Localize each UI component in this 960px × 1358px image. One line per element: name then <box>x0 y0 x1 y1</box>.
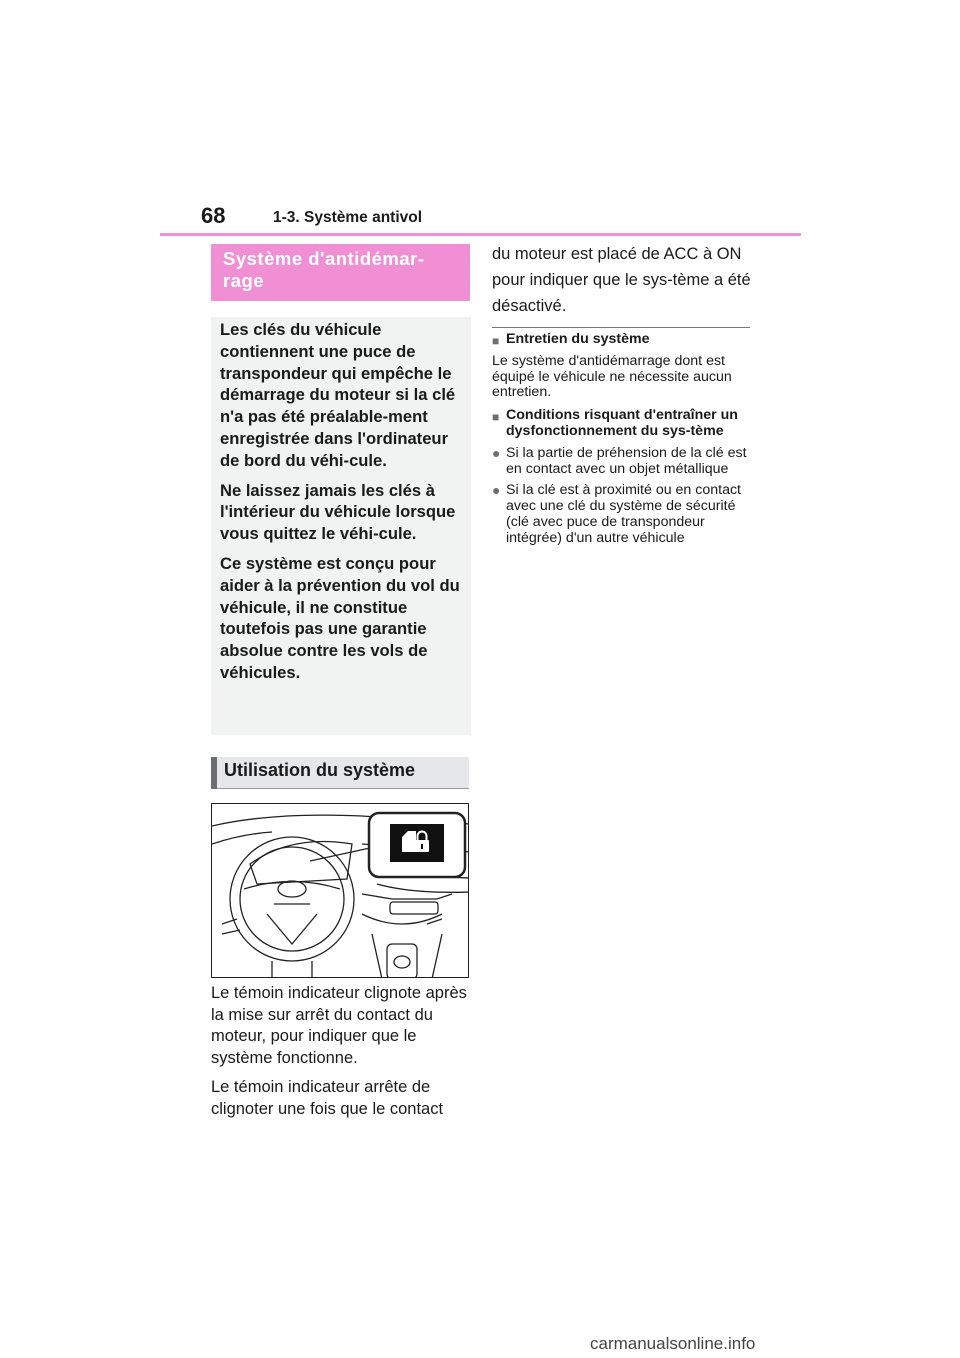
section-title: Système d'antidémar- rage <box>223 248 425 291</box>
body-text-right: du moteur est placé de ACC à ON pour indiquer que le sys-tème a été désactivé. <box>492 245 751 315</box>
body-paragraph: Le témoin indicateur clignote après la mise sur arrêt du contact du moteur, pour indiquer que le système fonctionne. <box>211 984 467 1068</box>
note-bullet <box>492 483 754 546</box>
note-bullet-text: Si la clé est à proximité ou en contact avec une clé du système de sécurité (clé avec puce de transpondeur intégrée) d'un autre véhicule <box>506 482 742 546</box>
intro-paragraph: Les clés du véhicule contiennent une puce de transpondeur qui empêche le démarrage du moteur si la clé n'a pas été préalable-ment enregistrée dans l'ordinateur de bord du véhi-cule. <box>220 320 456 470</box>
square-bullet-icon: ■ <box>492 410 500 425</box>
dot-bullet-icon: ● <box>492 482 501 499</box>
notes-rule <box>492 327 750 328</box>
dashboard-drawing <box>212 804 469 978</box>
page-number: 68 <box>201 203 226 228</box>
note-text: Le système d'antidémarrage dont est équipé le véhicule ne nécessite aucun entretien. <box>492 352 732 401</box>
dot-bullet-icon: ● <box>492 444 501 461</box>
note-heading-text: Entretien du système <box>506 331 650 347</box>
body-paragraph: Le témoin indicateur arrête de clignoter une fois que le contact <box>211 1077 444 1118</box>
chapter-title: 1-3. Système antivol <box>273 209 423 226</box>
section-banner <box>211 244 470 301</box>
square-bullet-icon: ■ <box>492 334 500 348</box>
notes-section <box>492 332 754 547</box>
subsection-title: Utilisation du système <box>224 760 416 780</box>
note-bullet <box>492 446 754 478</box>
note-bullet-text: Si la partie de préhension de la clé est en contact avec un objet métallique <box>506 444 747 477</box>
header-rule <box>160 233 801 236</box>
note-heading <box>492 332 754 348</box>
dashboard-illustration <box>211 803 469 978</box>
intro-paragraph: Ce système est conçu pour aider à la prévention du vol du véhicule, il ne constitue toutefois pas une garantie absolue contre les vols de véhicules. <box>220 553 460 682</box>
intro-paragraph: Ne laissez jamais les clés à l'intérieur du véhicule lorsque vous quittez le véhi-cule. <box>220 480 456 544</box>
body-text-left <box>211 983 473 1127</box>
watermark: carmanualsonline.info <box>590 1334 756 1353</box>
intro-box <box>211 317 471 735</box>
subsection-header <box>211 757 469 789</box>
note-heading-text: Conditions risquant d'entraîner un dysfonctionnement du sys-tème <box>506 407 738 439</box>
note-heading <box>492 408 754 440</box>
